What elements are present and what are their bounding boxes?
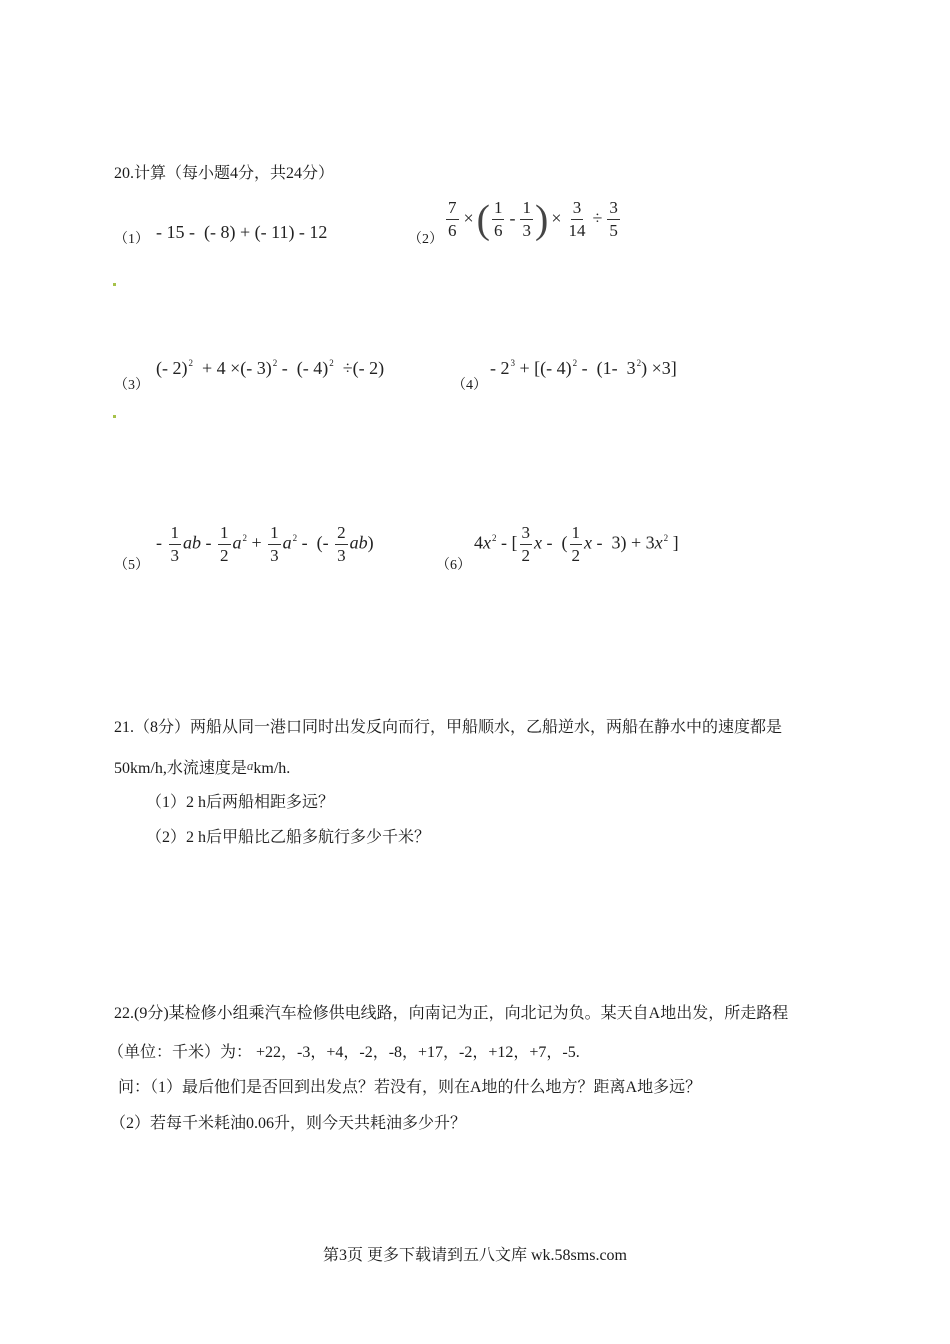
problem-6-expression: $4x^2$ - [ $\frac{3}{2}$ x - ( $\frac{1}{2}$ $x - 3) + 3x^2$ ] <box>474 523 679 565</box>
question-21-unit: km/h. <box>253 760 291 777</box>
question-22-line-1: 22.(9分)某检修小组乘汽车检修供电线路，向南记为正，向北记为负。某天自A地出发，所走路程 <box>114 1005 789 1022</box>
problem-4-expression: - $2^3$ + [(- 4)$^2$ - (1- $3^2) \times 3$] <box>490 358 677 378</box>
decorative-dot <box>113 283 116 286</box>
question-22-line-2: （单位：千米）为： +22，-3，+4，-2，-8，+17，-2，+12，+7，-5. <box>108 1044 580 1061</box>
question-21-sub-1: （1）2 h后两船相距多远？ <box>146 794 335 811</box>
problem-5-expression: - $\frac{1}{3}$ ab - $\frac{1}{2}$ $a^2$ + $\frac{1}{3}$ $a^2$ - (- $\frac{2}{3}$ ab) <box>156 523 374 565</box>
question-22-line-4: （2）若每千米耗油0.06升，则今天共耗油多少升？ <box>110 1115 467 1132</box>
variable-a: a <box>246 758 254 773</box>
question-21-line-2 <box>114 756 290 779</box>
decorative-dot <box>113 415 116 418</box>
question-21-sub-2: （2）2 h后甲船比乙船多航行多少千米？ <box>146 829 431 846</box>
problem-1-expression: - 15 - (- 8) + (- 11) - 12 <box>156 222 328 242</box>
problem-4-label: （4） <box>452 378 487 393</box>
problem-6-label: （6） <box>436 558 471 573</box>
problem-5-label: （5） <box>114 558 149 573</box>
problem-1-label: （1） <box>114 232 149 247</box>
question-21-line-2-text: 50km/h,水流速度是 <box>114 760 247 777</box>
problem-3-label: （3） <box>114 378 149 393</box>
problem-2-expression: $\frac{7}{6}$ ×( $\frac{1}{6}$ - $\frac{1}{3}$ ) × $\frac{3}{14}$ ÷ $\frac{3}{5}$ <box>448 196 618 242</box>
question-22-line-3: 问：（1）最后他们是否回到出发点？若没有，则在A地的什么地方？距离A地多远？ <box>118 1079 702 1096</box>
problem-2-label: （2） <box>408 232 443 247</box>
question-20-title: 20.计算（每小题4分，共24分） <box>114 165 335 182</box>
problem-3-expression: (- 2)$^2$ + 4 ×(- 3)$^2$ - (- 4)$^2$ ÷(- 2) <box>156 358 385 378</box>
page-footer: 第3页 更多下载请到五八文库 wk.58sms.com <box>322 1247 627 1264</box>
question-21-line-1: 21.（8分）两船从同一港口同时出发反向而行，甲船顺水，乙船逆水，两船在静水中的速度都是 <box>114 719 783 736</box>
